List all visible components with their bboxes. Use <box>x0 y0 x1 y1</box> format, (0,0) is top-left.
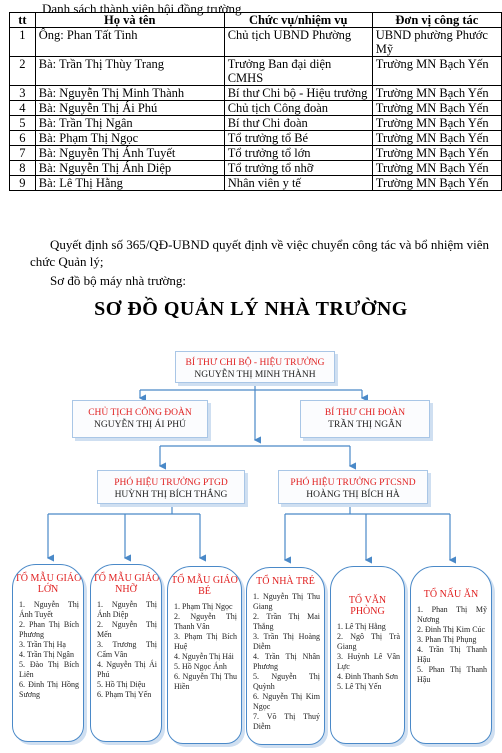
header-role: Chức vụ/nhiệm vụ <box>224 13 372 28</box>
member-unit: Trường MN Bạch Yến <box>372 176 501 191</box>
member-row <box>10 131 502 146</box>
group-member: 5. Phan Thị Thanh Hậu <box>417 665 487 684</box>
member-unit: Trường MN Bạch Yến <box>372 57 501 86</box>
member-tt: 3 <box>10 86 36 101</box>
member-unit: Trường MN Bạch Yến <box>372 116 501 131</box>
youth-secretary-name: TRẦN THỊ NGÂN <box>328 420 402 430</box>
group-member: 5. Nguyễn Thị Quỳnh <box>253 672 320 691</box>
member-tt: 5 <box>10 116 36 131</box>
group-member: 4. Nguyễn Thị Hải <box>174 652 234 661</box>
member-tt: 9 <box>10 176 36 191</box>
member-role: Tổ trưởng tổ Bé <box>224 131 372 146</box>
header-tt: tt <box>10 13 36 28</box>
group-member: 1. Phạm Thị Ngọc <box>174 602 233 611</box>
member-unit: Trường MN Bạch Yến <box>372 86 501 101</box>
group-column <box>330 566 405 744</box>
member-role: Bí thư Chi bộ - Hiệu trưởng <box>224 86 372 101</box>
youth-secretary-box <box>300 400 430 438</box>
member-unit: Trường MN Bạch Yến <box>372 131 501 146</box>
member-tt: 8 <box>10 161 36 176</box>
group-title: TỔ MẪU GIÁO BÉ <box>171 575 238 597</box>
member-tt: 7 <box>10 146 36 161</box>
member-role: Tổ trưởng tổ nhỡ <box>224 161 372 176</box>
group-member: 1. Nguyễn Thị Ánh Tuyết <box>19 600 79 619</box>
group-member: 1. Nguyễn Thị Thu Giang <box>253 592 320 611</box>
union-chair-box <box>72 400 208 438</box>
group-column <box>90 564 162 742</box>
member-role: Nhân viên y tế <box>224 176 372 191</box>
youth-secretary-role: BÍ THƯ CHI ĐOÀN <box>324 408 406 418</box>
group-member: 4. Đinh Thanh Sơn <box>337 672 398 681</box>
group-member: 2. Phan Thị Bích Phương <box>19 620 79 639</box>
member-unit: UBND phường Phước Mỹ <box>372 28 501 57</box>
group-member: 6. Nguyễn Thị Thu Hiền <box>174 672 237 691</box>
group-member: 4. Nguyễn Thị Ái Phú <box>97 660 157 679</box>
group-member: 3. Phan Thị Phụng <box>417 635 477 644</box>
deputy-ptcsnd-box <box>278 470 428 504</box>
group-member: 4. Trần Thị Nhân Phương <box>253 652 320 671</box>
group-member-list <box>13 600 83 700</box>
group-member-list <box>91 600 161 700</box>
member-role: Chủ tịch Công đoàn <box>224 101 372 116</box>
group-title: TỔ NHÀ TRẺ <box>256 576 315 587</box>
member-row <box>10 161 502 176</box>
decision-paragraph: Quyết định số 365/QĐ-UBND quyết định về việc chuyển công tác và bổ nhiệm viên chức Quản lý; <box>30 237 490 269</box>
deputy-ptcsnd-role: PHÓ HIỆU TRƯỞNG PTCSND <box>290 478 416 488</box>
group-member: 5. Hồ Thị Diệu <box>97 680 146 689</box>
member-row <box>10 86 502 101</box>
group-member: 3. Phạm Thị Bích Huệ <box>174 632 237 651</box>
member-row <box>10 146 502 161</box>
group-member: 4. Trần Thị Thanh Hậu <box>417 645 487 664</box>
org-chart-title: SƠ ĐỒ QUẢN LÝ NHÀ TRƯỜNG <box>94 298 408 320</box>
principal-box <box>175 351 335 383</box>
member-row <box>10 57 502 86</box>
group-member: 2. Nguyễn Thị Thanh Vân <box>174 612 237 631</box>
member-name: Bà: Lê Thị Hằng <box>35 176 224 191</box>
deputy-ptgd-name: HUỲNH THỊ BÍCH THẮNG <box>114 490 228 500</box>
member-unit: Trường MN Bạch Yến <box>372 161 501 176</box>
member-name: Ông: Phan Tất Tinh <box>35 28 224 57</box>
deputy-ptcsnd-name: HOÀNG THỊ BÍCH HÀ <box>306 490 400 500</box>
group-member: 3. Huỳnh Lê Vân Lực <box>337 652 400 671</box>
deputy-ptgd-box <box>97 470 245 504</box>
group-title: TỔ NẤU ĂN <box>423 589 479 600</box>
principal-name: NGUYỄN THỊ MINH THÀNH <box>194 370 316 380</box>
group-member: 5. Đào Thị Bích Liên <box>19 660 79 679</box>
member-tt: 6 <box>10 131 36 146</box>
member-role: Chủ tịch UBND Phường <box>224 28 372 57</box>
group-column <box>410 566 492 744</box>
union-chair-role: CHỦ TỊCH CÔNG ĐOÀN <box>88 408 192 418</box>
member-name: Bà: Nguyễn Thị Minh Thành <box>35 86 224 101</box>
header-name: Họ và tên <box>35 13 224 28</box>
member-row <box>10 176 502 191</box>
member-tt: 4 <box>10 101 36 116</box>
member-role: Tổ trưởng tổ lớn <box>224 146 372 161</box>
group-member: 3. Trần Thị Hạ <box>19 640 66 649</box>
group-title: TỔ MẪU GIÁO NHỠ <box>92 573 160 595</box>
member-row <box>10 116 502 131</box>
group-member: 2. Ngô Thị Trà Giang <box>337 632 400 651</box>
member-role: Bí thư Chi đoàn <box>224 116 372 131</box>
member-table-header <box>10 13 502 28</box>
org-chart-intro: Sơ đồ bộ máy nhà trường: <box>50 273 186 288</box>
member-name: Bà: Trần Thị Ngân <box>35 116 224 131</box>
member-tt: 1 <box>10 28 36 57</box>
union-chair-name: NGUYỄN THỊ ÁI PHÚ <box>94 420 186 430</box>
principal-role: BÍ THƯ CHI BỘ - HIỆU TRƯỞNG <box>185 358 325 368</box>
group-member: 4. Trần Thị Ngân <box>19 650 74 659</box>
member-row <box>10 101 502 116</box>
group-member: 2. Đinh Thị Kim Cúc <box>417 625 486 634</box>
group-member: 3. Trương Thị Cẩm Vân <box>97 640 157 659</box>
member-role: Trưởng Ban đại diện CMHS <box>224 57 372 86</box>
member-list-intro: Danh sách thành viên hội đồng trường <box>42 1 242 16</box>
member-unit: Trường MN Bạch Yến <box>372 101 501 116</box>
group-member: 5. Hồ Ngọc Ánh <box>174 662 227 671</box>
group-column <box>167 566 242 744</box>
group-member: 7. Võ Thị Thuý Diễm <box>253 712 320 731</box>
member-name: Bà: Nguyễn Thị Ánh Tuyết <box>35 146 224 161</box>
group-member-list <box>411 605 491 685</box>
group-member-list <box>247 592 324 732</box>
member-name: Bà: Trần Thị Thùy Trang <box>35 57 224 86</box>
group-column <box>246 567 325 745</box>
group-member-list <box>168 602 241 692</box>
group-column <box>12 564 84 742</box>
group-title: TỔ MẪU GIÁO LỚN <box>14 573 82 595</box>
group-member-list <box>331 622 404 692</box>
group-member: 2. Nguyễn Thị Mến <box>97 620 157 639</box>
group-member: 1. Phan Thị Mỹ Nương <box>417 605 487 624</box>
group-member: 1. Lê Thị Hằng <box>337 622 386 631</box>
group-member: 6. Nguyễn Thị Kim Ngọc <box>253 692 320 711</box>
group-title: TỔ VĂN PHÒNG <box>348 595 387 617</box>
group-member: 5. Lê Thị Yến <box>337 682 382 691</box>
group-member: 6. Đinh Thị Hồng Sương <box>19 680 79 699</box>
member-table <box>9 12 502 191</box>
member-unit: Trường MN Bạch Yến <box>372 146 501 161</box>
group-member: 6. Phạm Thị Yến <box>97 690 152 699</box>
member-name: Bà: Phạm Thị Ngọc <box>35 131 224 146</box>
member-name: Bà: Nguyễn Thị Ái Phú <box>35 101 224 116</box>
member-tt: 2 <box>10 57 36 86</box>
deputy-ptgd-role: PHÓ HIỆU TRƯỞNG PTGD <box>114 478 228 488</box>
group-member: 2. Trần Thị Mai Thắng <box>253 612 320 631</box>
header-unit: Đơn vị công tác <box>372 13 501 28</box>
group-member: 1. Nguyễn Thị Ánh Diệp <box>97 600 157 619</box>
group-member: 3. Trần Thị Hoàng Diễm <box>253 632 320 651</box>
member-name: Bà: Nguyễn Thị Ánh Diệp <box>35 161 224 176</box>
member-row <box>10 28 502 57</box>
